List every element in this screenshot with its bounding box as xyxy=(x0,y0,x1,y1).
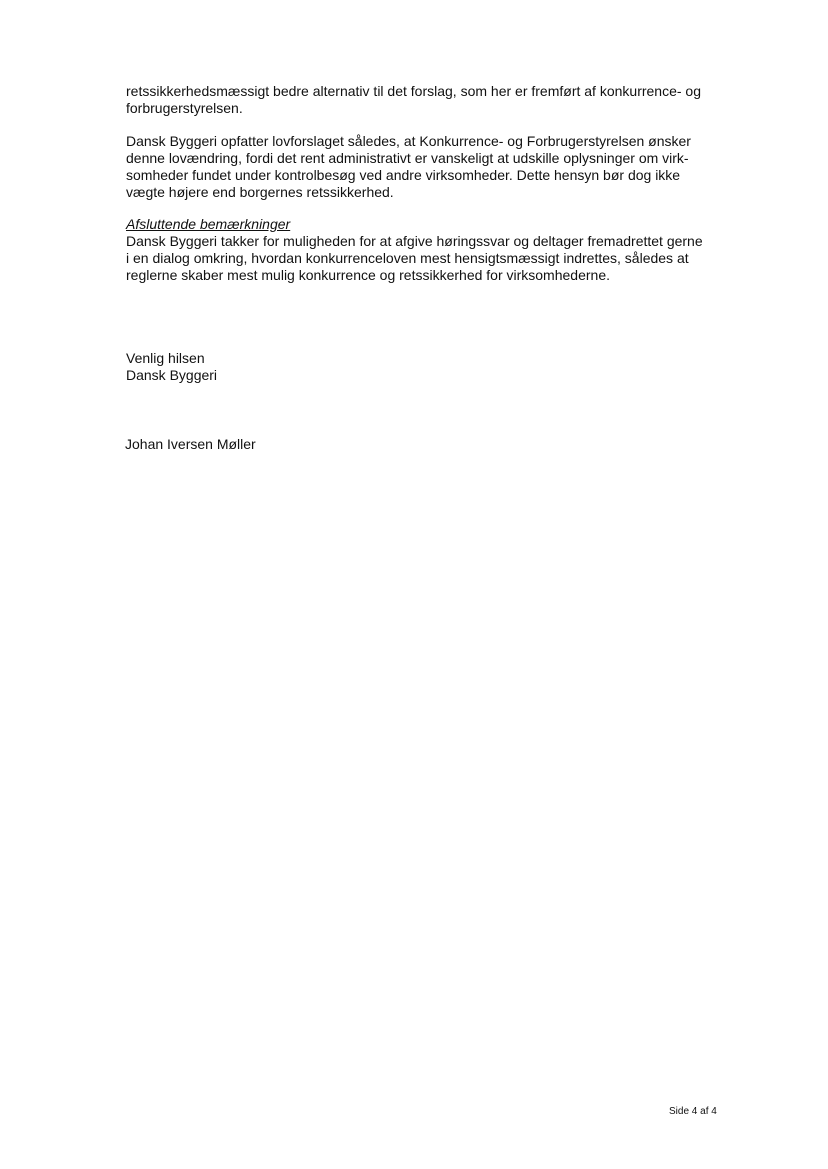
text-line: retssikkerhedsmæssigt bedre alternativ til det forslag, som her er fremført af konkurrence- og xyxy=(126,83,701,99)
text-line: denne lovændring, fordi det rent administrativt er vanskeligt at udskille oplysninger om virk- xyxy=(126,150,689,166)
paragraph-retssikkerhed-alternativ xyxy=(126,83,736,117)
text-line: Dansk Byggeri takker for muligheden for at afgive høringssvar og deltager fremadrettet gerne xyxy=(126,233,703,249)
closing-greeting: Venlig hilsen xyxy=(126,350,205,366)
paragraph-afsluttende xyxy=(126,233,736,284)
closing-organization: Dansk Byggeri xyxy=(126,367,218,383)
text-line: i en dialog omkring, hvordan konkurrenceloven mest hensigtsmæssigt indrettes, således at xyxy=(126,250,689,266)
page-number: Side 4 af 4 xyxy=(669,1106,717,1117)
signer-name: Johan Iversen Møller xyxy=(125,436,256,452)
text-line: somheder fundet under kontrolbesøg ved andre virksomheder. Dette hensyn bør dog ikke xyxy=(126,167,681,183)
closing-block xyxy=(126,350,217,384)
paragraph-lovforslag-opfattelse xyxy=(126,133,736,201)
text-line: forbrugerstyrelsen. xyxy=(126,100,243,116)
section-heading: Afsluttende bemærkninger xyxy=(126,216,291,232)
text-line: reglerne skaber mest mulig konkurrence og retssikkerhed for virksomhederne. xyxy=(126,267,610,283)
text-line: vægte højere end borgernes retssikkerhed. xyxy=(126,184,394,200)
text-line: Dansk Byggeri opfatter lovforslaget således, at Konkurrence- og Forbrugerstyrelsen ønsker xyxy=(126,133,691,149)
